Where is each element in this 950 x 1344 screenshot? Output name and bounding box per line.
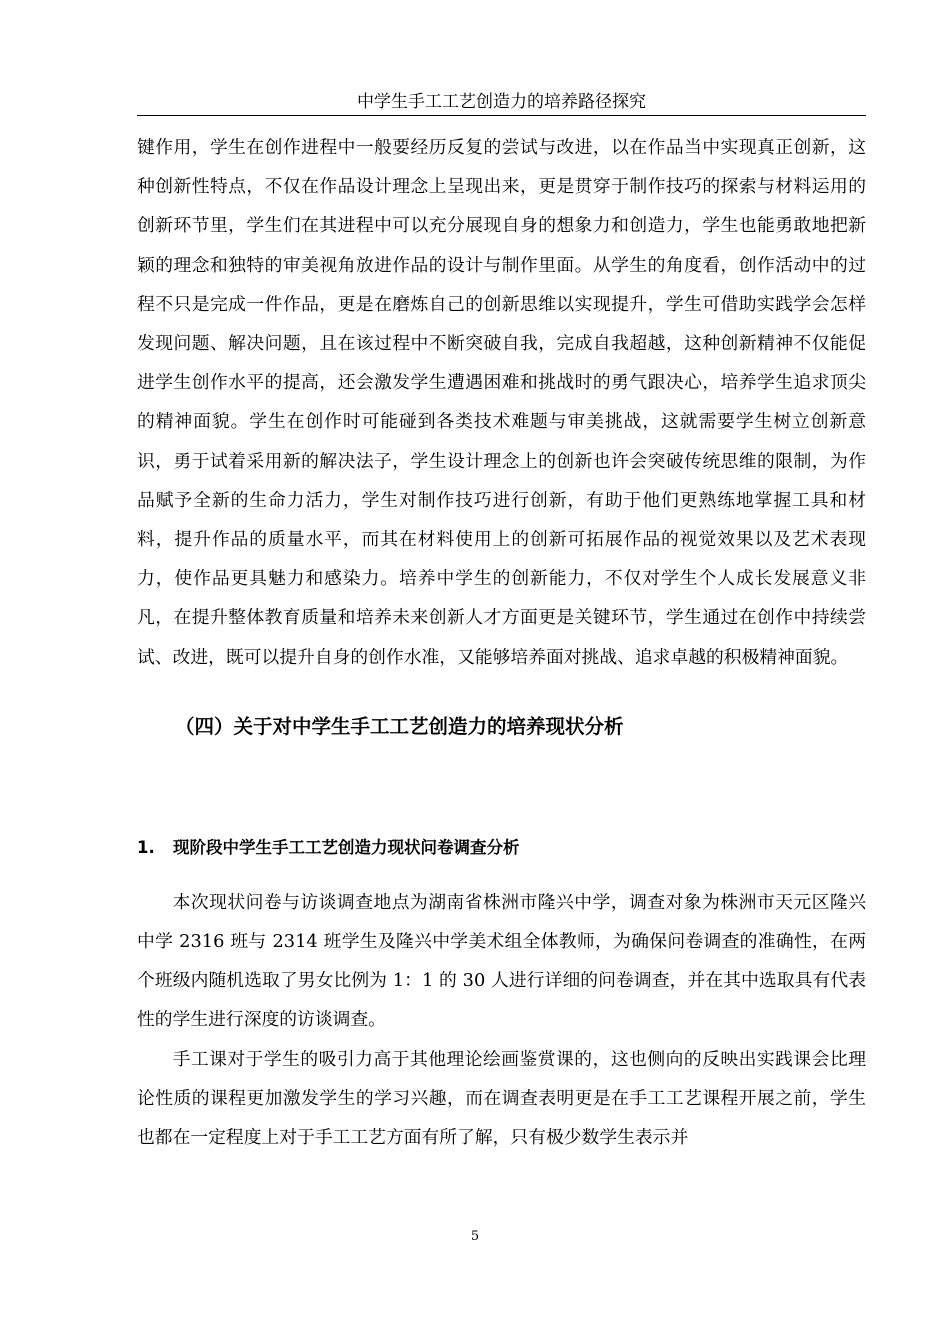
section-heading: （四）关于对中学生手工工艺创造力的培养现状分析 bbox=[175, 714, 624, 738]
body-paragraph-findings: 手工课对于学生的吸引力高于其他理论绘画鉴赏课的，这也侧向的反映出实践课会比理论性质的课程更加激发学生的学习兴趣，而在调查表明更是在手工工艺课程开展之前，学生也都在一定程度上对于手工工艺方面有所了解，只有极少数学生表示并 bbox=[137, 1048, 866, 1149]
subsection-number: 1. bbox=[137, 837, 155, 857]
page-body bbox=[137, 128, 866, 1157]
body-paragraph-continued: 键作用，学生在创作进程中一般要经历反复的尝试与改进，以在作品当中实现真正创新，这种创新性特点，不仅在作品设计理念上呈现出来，更是贯穿于制作技巧的探索与材料运用的创新环节里，学生们在其进程中可以充分展现自身的想象力和创造力，学生也能勇敢地把新颖的理念和独特的审美视角放进作品的设计与制作里面。从学生的角度看，创作活动中的过程不只是完成一件作品，更是在磨炼自己的创新思维以实现提升，学生可借助实践学会怎样发现问题、解决问题，且在该过程中不断突破自我，完成自我超越，这种创新精神不仅能促进学生创作水平的提高，还会激发学生遭遇困难和挑战时的勇气跟决心，培养学生追求顶尖的精神面貌。学生在创作时可能碰到各类技术难题与审美挑战，这就需要学生树立创新意识，勇于试着采用新的解决法子，学生设计理念上的创新也许会突破传统思维的限制，为作品赋予全新的生命力活力，学生对制作技巧进行创新，有助于他们更熟练地掌握工具和材料，提升作品的质量水平，而其在材料使用上的创新可拓展作品的视觉效果以及艺术表现力，使作品更具魅力和感染力。培养中学生的创新能力，不仅对学生个人成长发展意义非凡，在提升整体教育质量和培养未来创新人才方面更是关键环节，学生通过在创作中持续尝试、改进，既可以提升自身的创作水准，又能够培养面对挑战、追求卓越的积极精神面貌。 bbox=[137, 137, 866, 668]
body-paragraph-survey: 本次现状问卷与访谈调查地点为湖南省株洲市隆兴中学，调查对象为株洲市天元区隆兴中学 2316 班与 2314 班学生及隆兴中学美术组全体教师，为确保问卷调查的准确性，在两个班级内随机选取了男女比例为 1：1 的 30 人进行详细的问卷调查，并在其中选取具有代表性的学生进行深度的访谈调查。 bbox=[137, 891, 866, 1031]
page-number: 5 bbox=[470, 1229, 480, 1244]
running-header bbox=[137, 89, 866, 116]
subsection-title: 现阶段中学生手工工艺创造力现状问卷调查分析 bbox=[173, 837, 520, 857]
subsection-heading bbox=[137, 833, 866, 863]
header-title: 中学生手工工艺创造力的培养路径探究 bbox=[357, 92, 646, 112]
